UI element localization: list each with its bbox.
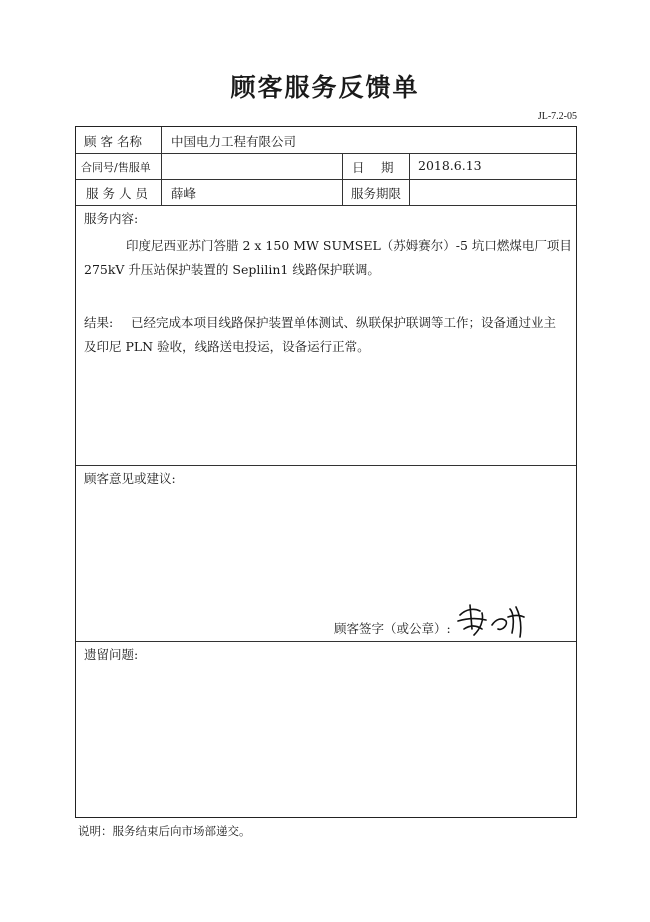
row-divider	[76, 153, 576, 154]
footnote: 说明：服务结束后向市场部递交。	[78, 824, 251, 838]
customer-signature-label: 顾客签字（或公章）:	[334, 621, 451, 636]
section-divider	[76, 465, 576, 466]
service-period-label: 服务期限	[351, 186, 402, 201]
handwritten-signature	[454, 599, 534, 641]
customer-name-value: 中国电力工程有限公司	[171, 134, 297, 149]
result-line: 已经完成本项目线路保护装置单体测试、纵联保护联调等工作；设备通过业主	[131, 315, 557, 330]
contract-number-label: 合同号/售服单	[81, 161, 151, 174]
result-heading: 结果:	[84, 315, 114, 330]
form-title: 顾客服务反馈单	[230, 73, 420, 102]
remaining-issues-heading: 遗留问题:	[84, 647, 139, 662]
customer-feedback-heading: 顾客意见或建议:	[84, 471, 176, 486]
row-divider	[76, 179, 576, 180]
service-content-line: 275kV 升压站保护装置的 Seplilin1 线路保护联调。	[84, 262, 380, 277]
column-divider	[161, 127, 162, 205]
service-content-line: 印度尼西亚苏门答腊 2 x 150 MW SUMSEL（苏姆赛尔）-5 坑口燃煤电厂项目	[126, 238, 572, 253]
row-divider	[76, 205, 576, 206]
service-content-heading: 服务内容:	[84, 211, 139, 226]
feedback-form	[75, 126, 577, 818]
column-divider	[409, 153, 410, 205]
result-line: 及印尼 PLN 验收，线路送电投运，设备运行正常。	[84, 339, 370, 354]
date-value: 2018.6.13	[418, 158, 482, 173]
date-label: 日 期	[352, 160, 394, 175]
customer-name-label: 顾 客 名称	[84, 134, 142, 149]
document-number: JL-7.2-05	[537, 111, 577, 122]
service-staff-label: 服 务 人 员	[86, 186, 148, 201]
section-divider	[76, 641, 576, 642]
column-divider	[342, 153, 343, 205]
service-staff-value: 薛峰	[171, 186, 197, 201]
